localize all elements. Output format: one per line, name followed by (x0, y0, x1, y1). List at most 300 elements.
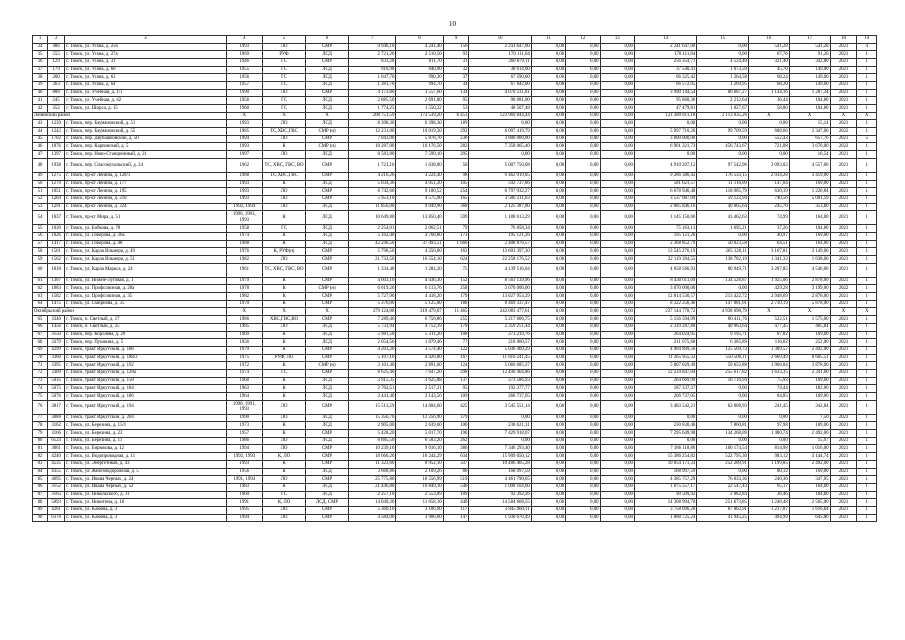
district-name: Октябрьский район (33, 308, 227, 316)
table-cell: 0,00 (600, 66, 634, 74)
table-cell: 5 162,40 (349, 232, 396, 240)
column-number: 12 (566, 36, 600, 44)
table-cell: 1 (857, 188, 877, 196)
table-cell: К (263, 277, 306, 285)
table-cell: 75 163,13 (634, 225, 696, 233)
table-cell: г. Томск, ул. Железнодорожная, д. 5 (65, 468, 226, 476)
table-cell: 1992, 1993 (226, 453, 263, 461)
table-cell: 3 625,88 (396, 377, 443, 385)
table-cell: 1 (857, 240, 877, 248)
table-cell: 1956 (226, 74, 263, 82)
table-cell: ЛСД (306, 180, 349, 188)
table-cell: 0,00 (600, 323, 634, 331)
subtotal-cell: 208 751,59 (349, 112, 396, 120)
table-cell: 8 952,10 (396, 460, 443, 468)
table-cell: 164,00 (789, 483, 830, 491)
table-cell: 6 678 946,48 (634, 188, 696, 196)
table-cell: 70 (33, 354, 48, 362)
table-cell: 0,00 (600, 225, 634, 233)
table-cell: 550 506,11 (697, 354, 749, 362)
table-cell: 0,00 (600, 300, 634, 308)
table-cell: 1 (857, 58, 877, 66)
table-cell: 0,00 (566, 354, 600, 362)
table-cell: 0,00 (566, 256, 600, 264)
table-cell: 1993 (226, 195, 263, 203)
table-cell: 0,00 (469, 414, 531, 422)
table-cell: 65 (33, 316, 48, 324)
column-number: 10 (469, 36, 531, 44)
table-cell: 5 311,20 (396, 331, 443, 339)
table-cell: г. Томск, пр-кт Ленина, д. 128/1 (65, 172, 226, 180)
table-cell: 13 603 397,30 (469, 248, 531, 256)
table-cell: г. Томск, ул. Учебная, д. 42 (65, 97, 226, 105)
table-cell: г. Томск, ул. Водопроводная, д. 11 (65, 453, 226, 461)
table-row (33, 323, 877, 331)
table-cell: 0,00 (697, 437, 749, 445)
table-cell: 99 709,59 (697, 128, 749, 136)
table-cell: 811,70 (396, 58, 443, 66)
table-cell: 3817 (48, 400, 65, 414)
table-cell: 134 528,87 (697, 277, 749, 285)
table-cell: 5 878,00 (789, 300, 830, 308)
table-cell: 0,00 (531, 240, 565, 248)
table-cell: К (263, 339, 306, 347)
table-cell: 56 (33, 232, 48, 240)
table-cell: 0,00 (566, 263, 600, 277)
table-cell: 1955 (226, 66, 263, 74)
table-cell: 9 195,71 (697, 331, 749, 339)
table-cell: 0,00 (600, 143, 634, 151)
table-cell: 8 885,50 (349, 437, 396, 445)
page-number: 10 (449, 20, 456, 28)
table-cell: 0,00 (566, 331, 600, 339)
table-cell: ГС (263, 58, 306, 66)
table-cell: 0,00 (600, 445, 634, 453)
table-cell: 0,00 (600, 385, 634, 393)
table-cell: 5 798,50 (349, 248, 396, 256)
table-cell: 0,00 (600, 437, 634, 445)
table-cell: 3 143,56 (396, 393, 443, 401)
table-cell: ГС (263, 225, 306, 233)
table-cell: 59 123,94 (697, 195, 749, 203)
table-cell: 1 (857, 445, 877, 453)
table-cell: 1956 (226, 468, 263, 476)
table-cell: 3166 (48, 430, 65, 438)
table-cell: 0,00 (697, 468, 749, 476)
table-cell: 0,00 (566, 51, 600, 59)
table-cell: 40 963,64 (697, 323, 749, 331)
table-cell: 9 049,90 (396, 203, 443, 211)
table-cell: 0,00 (566, 195, 600, 203)
table-cell: г. Томск, ул. Березина, д. 22 (65, 430, 226, 438)
table-cell: СМР (306, 58, 349, 66)
table-cell: 2021 (830, 66, 857, 74)
table-cell: 0,00 (531, 135, 565, 143)
table-row (33, 346, 877, 354)
table-cell: 0,00 (531, 300, 565, 308)
table-cell: 167 (443, 354, 469, 362)
table-cell: 3 149,00 (789, 248, 830, 256)
table-cell: 2021 (830, 339, 857, 347)
table-cell: 169,00 (789, 232, 830, 240)
table-cell: 0,00 (566, 453, 600, 461)
table-cell: 13 850,40 (396, 211, 443, 225)
table-cell: 2021 (830, 105, 857, 113)
table-cell: 16 554,10 (396, 256, 443, 264)
subtotal-cell: Х (830, 112, 857, 120)
table-cell: 7 647,20 (396, 369, 443, 377)
table-cell: 0,00 (531, 354, 565, 362)
table-cell: 22 119 394,55 (634, 256, 696, 264)
table-cell: 254 (443, 188, 469, 196)
table-cell: 2021 (830, 300, 857, 308)
table-cell: 0,00 (566, 43, 600, 51)
table-cell: 3 668,80 (349, 468, 396, 476)
table-cell: 3 101,40 (349, 362, 396, 370)
table-cell: 1 (857, 195, 877, 203)
table-cell: ГС (263, 74, 306, 82)
table-cell: 0,00 (600, 285, 634, 293)
table-cell: 4 139 516,64 (469, 263, 531, 277)
table-cell: 0,00 (600, 393, 634, 401)
table-cell: 4 070 231,81 (469, 89, 531, 97)
table-cell: 104,80 (789, 97, 830, 105)
table-cell: 18 556,99 (396, 476, 443, 484)
table-cell: 40,97 (748, 232, 789, 240)
table-cell: 0,00 (600, 514, 634, 522)
table-cell: К (263, 293, 306, 301)
table-cell: 1 016,00 (789, 445, 830, 453)
table-cell: 0,00 (531, 285, 565, 293)
table-cell: 3309 (48, 369, 65, 377)
table-cell: 1974 (226, 369, 263, 377)
table-cell: 1 075 557,17 (634, 483, 696, 491)
table-cell: 89 (33, 506, 48, 514)
table-cell: г. Томск, пер. Пушкина, д. 5 (65, 339, 226, 347)
table-cell: 1 (857, 232, 877, 240)
table-cell: 1973 (226, 422, 263, 430)
table-cell: 1 (857, 89, 877, 97)
table-cell: 0,00 (600, 331, 634, 339)
table-row (33, 385, 877, 393)
table-cell: 93 (443, 51, 469, 59)
table-cell: 1284 (48, 195, 65, 203)
table-cell: 1994 (226, 135, 263, 143)
table-cell: 0,00 (531, 74, 565, 82)
table-cell: 1 (857, 180, 877, 188)
table-row (33, 377, 877, 385)
table-cell: 1 073,59 (697, 66, 749, 74)
table-cell: 1 (857, 316, 877, 324)
table-cell: 0,00 (531, 58, 565, 66)
table-cell: 42 (33, 105, 48, 113)
table-cell: 1 389,57 (748, 346, 789, 354)
table-cell: 0,00 (566, 158, 600, 172)
table-cell: 0,00 (566, 385, 600, 393)
table-cell: 5 066 685,37 (469, 362, 531, 370)
table-cell: ЛО (263, 89, 306, 97)
table-cell: К (263, 422, 306, 430)
table-cell: 1 888 725,24 (634, 514, 696, 522)
table-cell: 238 621,31 (469, 422, 531, 430)
table-cell: г. Томск, ул. Карла Ильмера, д. 51 (65, 256, 226, 264)
table-cell: 8 563 139,96 (469, 277, 531, 285)
table-cell: г. Томск, тракт Иркутский, д. 188/2 (65, 354, 226, 362)
table-cell: К (263, 300, 306, 308)
table-cell: 4240 (48, 453, 65, 461)
table-cell: 192 377,77 (469, 385, 531, 393)
table-cell: 179 (48, 66, 65, 74)
table-cell: г. Томск, пр-кт Ленина, д. 210 (65, 195, 226, 203)
table-cell: 0,00 (697, 120, 749, 128)
table-row (33, 453, 877, 461)
table-cell: 68,20 (748, 81, 789, 89)
table-row (33, 476, 877, 484)
table-cell: ЛО (263, 203, 306, 211)
subtotal-cell: 0,00 (531, 112, 565, 120)
table-row (33, 232, 877, 240)
table-cell: 8 322 256,46 (634, 300, 696, 308)
table-cell: г. Томск, пер. Баумановский, д. 51 (65, 120, 226, 128)
table-cell: 2 341,00 (789, 369, 830, 377)
table-cell: 379 (443, 414, 469, 422)
table-cell: ЛО (263, 514, 306, 522)
table-cell: 0,00 (566, 143, 600, 151)
table-cell: 251 673,85 (697, 499, 749, 507)
table-cell: 1990 (226, 89, 263, 97)
table-cell: 1051 (48, 188, 65, 196)
table-cell: 0,00 (531, 256, 565, 264)
table-row (33, 97, 877, 105)
table-cell: ЛСД (306, 468, 349, 476)
table-cell: 52 (33, 195, 48, 203)
table-cell: 12 231,00 (349, 128, 396, 136)
subtotal-cell: 242 083 477,61 (469, 308, 531, 316)
column-number: 11 (531, 36, 565, 44)
table-cell: 657,76 (789, 135, 830, 143)
table-cell: г. Томск, ул. Клюева, д. 3 (65, 506, 226, 514)
table-cell: 599 (443, 211, 469, 225)
table-cell: 1279 (48, 180, 65, 188)
table-cell: 0,00 (600, 430, 634, 438)
table-cell: 51 (33, 188, 48, 196)
table-cell: 84 (33, 468, 48, 476)
table-cell: 1 (857, 66, 877, 74)
table-row (33, 211, 877, 225)
column-number: 2 (48, 36, 65, 44)
table-cell: г. Томск, тракт Иркутский, д. 194 (65, 400, 226, 414)
subtotal-cell: Х (857, 112, 877, 120)
table-cell: 80 (33, 437, 48, 445)
subtotal-cell: Х (830, 308, 857, 316)
table-cell: 11 856,00 (349, 203, 396, 211)
table-cell: 55 (33, 225, 48, 233)
table-cell: 2021 (830, 151, 857, 159)
table-cell: 4 256,00 (396, 248, 443, 256)
table-cell: 75 (33, 393, 48, 401)
table-cell: 9 286 386,42 (634, 172, 696, 180)
column-number: 9 (443, 36, 469, 44)
table-cell: 1239 (48, 120, 65, 128)
table-cell: 72 (33, 369, 48, 377)
table-cell: 2021 (830, 331, 857, 339)
table-cell: 2 254,01 (349, 225, 396, 233)
table-cell: 264 669,99 (634, 377, 696, 385)
table-cell: 0,00 (566, 151, 600, 159)
table-cell: 3061 (48, 445, 65, 453)
table-cell: 2 669,49 (748, 354, 789, 362)
table-cell: 2021 (830, 346, 857, 354)
table-cell: г. Томск, тракт Иркутский, д. 158 (65, 377, 226, 385)
table-cell: 67,76 (748, 51, 789, 59)
table-cell: 7 429 918,07 (469, 430, 531, 438)
table-cell: 0,00 (600, 468, 634, 476)
table-cell: 1988 (226, 240, 263, 248)
table-cell: ХВС,ГВС,ВО (263, 316, 306, 324)
table-cell: 76 (33, 400, 48, 414)
table-cell: 4 546,00 (789, 263, 830, 277)
table-cell: 69 (33, 346, 48, 354)
table-cell: СМР (306, 293, 349, 301)
table-cell: 5 217 006,75 (469, 316, 531, 324)
table-cell: 45 (33, 135, 48, 143)
table-cell: 1 (857, 256, 877, 264)
column-number: 18 (830, 36, 857, 44)
table-cell: 15 356,70 (349, 414, 396, 422)
table-cell: 15,97 (789, 437, 830, 445)
table-cell: 1 264,58 (697, 74, 749, 82)
table-cell: 7 289,46 (349, 316, 396, 324)
table-cell: 169,00 (789, 331, 830, 339)
table-cell: 1 879,46 (396, 339, 443, 347)
table-cell: 1956 (226, 339, 263, 347)
table-cell: 2 639,60 (396, 422, 443, 430)
table-cell: 1946 (226, 58, 263, 66)
table-cell: 2021 (830, 232, 857, 240)
table-cell: 263 (48, 81, 65, 89)
table-cell: 2021 (830, 97, 857, 105)
table-cell: 1990, 1991, 1993 (226, 400, 263, 414)
table-cell: 1979 (226, 346, 263, 354)
table-cell: 5 727,90 (349, 293, 396, 301)
table-cell: 581 621,57 (634, 180, 696, 188)
table-cell: 1 334,48 (349, 263, 396, 277)
table-cell: ЛО (263, 256, 306, 264)
table-cell: 4535 (48, 460, 65, 468)
table-cell: 0,00 (531, 66, 565, 74)
table-cell: 1 575,00 (789, 316, 830, 324)
table-cell: 0,00 (600, 362, 634, 370)
table-cell: 5 036 469,29 (469, 346, 531, 354)
table-cell: ЛСД (306, 105, 349, 113)
table-cell: 3 586 211,03 (469, 195, 531, 203)
table-cell: 2021 (830, 393, 857, 401)
table-cell: 11 816 241,45 (469, 354, 531, 362)
table-cell: ЛО (263, 437, 306, 445)
table-cell: 169,00 (789, 468, 830, 476)
table-cell: 2 510,50 (396, 51, 443, 59)
table-cell: 59 (33, 256, 48, 264)
table-row (33, 362, 877, 370)
column-number: 16 (748, 36, 789, 44)
table-cell: 6 756,86 (396, 316, 443, 324)
table-cell: 3 800 000,00 (469, 135, 531, 143)
table-cell: г. Томск, ул. Усова, д. 60 (65, 66, 226, 74)
table-cell: 0,00 (531, 43, 565, 51)
table-cell: 9 462 919,85 (469, 172, 531, 180)
table-cell: 156 (443, 43, 469, 51)
table-cell: 1 (857, 393, 877, 401)
table-row (33, 128, 877, 136)
table-row (33, 58, 877, 66)
table-cell: 0,00 (566, 240, 600, 248)
table-cell: 1 (857, 491, 877, 499)
table-cell: 0,00 (531, 385, 565, 393)
table-header-row (33, 36, 877, 44)
table-row (33, 43, 877, 51)
table-cell: 1992, 1994 (226, 203, 263, 211)
table-cell: 255 (443, 316, 469, 324)
table-cell: К (263, 377, 306, 385)
table-cell: 2021 (830, 437, 857, 445)
subtotal-cell: Х (263, 112, 306, 120)
table-cell: 1 (857, 339, 877, 347)
table-cell: ТС,ХВС,ГВС (263, 128, 306, 136)
table-cell: 1 (857, 225, 877, 233)
table-cell: СМР (306, 263, 349, 277)
table-cell: 0,00 (531, 514, 565, 522)
table-cell: 0,00 (531, 437, 565, 445)
table-cell: 386 (443, 445, 469, 453)
table-cell: 522,51 (748, 316, 789, 324)
table-cell: 4 426,80 (396, 354, 443, 362)
table-cell: 3088 (48, 414, 65, 422)
table-cell: 3360 (48, 354, 65, 362)
table-cell: 1985 (226, 323, 263, 331)
table-row (33, 188, 877, 196)
table-cell: г. Томск, пер. Королёва, д. 29 (65, 331, 226, 339)
table-cell: г. Томск, пер. Двубашковский, д. 50 (65, 135, 226, 143)
subtotal-cell: 0,00 (566, 308, 600, 316)
table-cell: г. Томск, ул. Говорова, д. 48 (65, 240, 226, 248)
table-cell: 2 368 852,79 (634, 240, 696, 248)
table-cell: 0,00 (566, 180, 600, 188)
table-cell: 245 (48, 97, 65, 105)
table-cell: 1970 (226, 300, 263, 308)
table-cell: 85 (33, 476, 48, 484)
table-cell: 105 (443, 180, 469, 188)
table-row (33, 491, 877, 499)
subtotal-cell: Х (226, 308, 263, 316)
table-cell: 266 737,05 (469, 393, 531, 401)
table-cell: К (263, 211, 306, 225)
table-cell: 1 930 670,49 (469, 514, 531, 522)
table-cell: К (263, 385, 306, 393)
subtotal-cell: Х (857, 308, 877, 316)
table-cell: 1876 (48, 143, 65, 151)
table-cell: 2021 (830, 460, 857, 468)
table-cell: г. Томск, ул. Энергетиков, д. 43 (65, 460, 226, 468)
table-row (33, 135, 877, 143)
table-cell: 5 360,10 (349, 506, 396, 514)
table-cell: 0,00 (566, 369, 600, 377)
table-cell: 1818 (48, 263, 65, 277)
table-cell: ТС, ХВС, ГВС, ВО (263, 158, 306, 172)
table-cell: 5 981,50 (349, 331, 396, 339)
table-cell: 0,00 (566, 66, 600, 74)
table-cell: 0,00 (531, 188, 565, 196)
table-cell: 147 (443, 514, 469, 522)
